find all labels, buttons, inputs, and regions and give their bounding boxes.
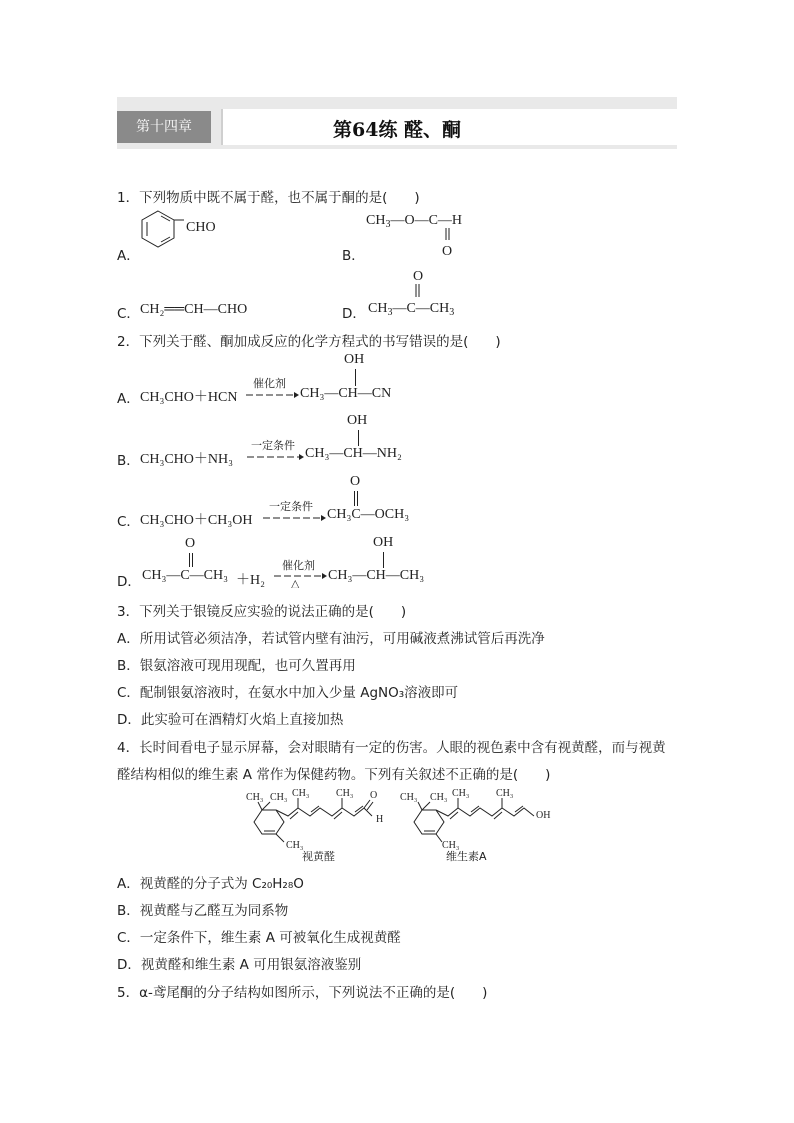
q2-b-arrow bbox=[245, 438, 305, 464]
svg-text:CH₃: CH₃ bbox=[292, 788, 310, 799]
cho-group: CHO bbox=[186, 220, 216, 235]
q2-d-plus: ＋H₂ bbox=[236, 573, 265, 588]
q1-option-c-formula: CH₂══CH—CHO bbox=[140, 302, 248, 317]
q4-option-a: A．视黄醛的分子式为 C₂₀H₂₈O bbox=[117, 876, 304, 892]
svg-text:CH₃: CH₃ bbox=[452, 788, 470, 799]
carbonyl-oxygen: O bbox=[413, 269, 424, 284]
q1-option-c-label: C． bbox=[117, 306, 140, 322]
svg-text:CH₃: CH₃ bbox=[286, 840, 304, 851]
q2-c-reactants: CH₃CHO＋CH₃OH bbox=[140, 513, 253, 528]
q2-option-d-label: D． bbox=[117, 574, 141, 590]
q2-b-reactants: CH₃CHO＋NH₃ bbox=[140, 452, 233, 467]
q2-d-bond bbox=[189, 553, 190, 567]
q2-b-bond bbox=[358, 430, 359, 446]
svg-text:CH₃: CH₃ bbox=[442, 840, 460, 851]
svg-text:CH₃: CH₃ bbox=[336, 788, 354, 799]
q2-c-product: CH₃C—OCH₃ bbox=[327, 507, 410, 522]
q4-stem-line2: 醛结构相似的维生素 A 常作为保健药物。下列有关叙述不正确的是( ) bbox=[117, 767, 551, 783]
page-title: 第64练 醛、酮 bbox=[333, 119, 462, 141]
q3-option-a: A．所用试管必须洁净，若试管内壁有油污，可用碱液煮沸试管后再洗净 bbox=[117, 631, 545, 647]
q2-b-oh: OH bbox=[347, 413, 368, 428]
q4-molecule-figure bbox=[240, 786, 560, 866]
svg-text:CH3—C—CH3: $CH_3—C—CH_3$ bbox=[368, 301, 455, 318]
q3-option-b: B．银氨溶液可现用现配，也可久置再用 bbox=[117, 658, 356, 674]
q4-option-b: B．视黄醛与乙醛互为同系物 bbox=[117, 903, 289, 919]
chapter-header bbox=[117, 97, 677, 149]
q2-option-b-label: B． bbox=[117, 453, 140, 469]
q2-c-o: O bbox=[350, 474, 361, 489]
q2-option-c-label: C． bbox=[117, 514, 140, 530]
q4-stem-line1: 4．长时间看电子显示屏幕，会对眼睛有一定的伤害。人眼的视色素中含有视黄醛，而与视黄 bbox=[117, 740, 666, 756]
svg-text:OH: OH bbox=[536, 810, 551, 821]
q3-option-d: D．此实验可在酒精灯火焰上直接加热 bbox=[117, 712, 344, 728]
q1-option-d-structure bbox=[366, 264, 486, 322]
svg-text:CH₃: CH₃ bbox=[496, 788, 514, 799]
q1-option-a-label: A． bbox=[117, 248, 140, 264]
svg-text:CH₃: CH₃ bbox=[400, 792, 418, 803]
q2-a-arrow bbox=[244, 376, 300, 402]
q2-option-a-label: A． bbox=[117, 391, 140, 407]
q2-a-bond bbox=[355, 369, 356, 386]
q2-d-arrow bbox=[272, 558, 328, 588]
q2-d-reactant: CH₃—C—CH₃ bbox=[142, 568, 228, 583]
svg-text:CH₃: CH₃ bbox=[246, 792, 264, 803]
q2-a-product: CH₃—CH—CN bbox=[300, 386, 392, 401]
q2-d-o: O bbox=[185, 536, 196, 551]
q1-option-b-label: B． bbox=[342, 248, 365, 264]
q2-a-reactants: CH₃CHO＋HCN bbox=[140, 390, 238, 405]
q2-d-bond2 bbox=[383, 552, 384, 568]
vitamin-a-structure bbox=[400, 788, 550, 863]
q2-d-product: CH₃—CH—CH₃ bbox=[328, 568, 425, 583]
q2-stem: 2．下列关于醛、酮加成反应的化学方程式的书写错误的是( ) bbox=[117, 334, 501, 350]
svg-text:维生素A: 维生素A bbox=[446, 850, 487, 863]
carbonyl-oxygen: O bbox=[442, 244, 453, 259]
svg-text:催化剂: 催化剂 bbox=[282, 559, 315, 572]
svg-text:△: △ bbox=[291, 577, 300, 588]
q4-option-c: C．一定条件下，维生素 A 可被氧化生成视黄醛 bbox=[117, 930, 401, 946]
svg-text:一定条件: 一定条件 bbox=[269, 500, 313, 513]
q2-a-oh: OH bbox=[344, 352, 365, 367]
svg-text:CH3—O—C—H: $CH_3—O—C—H$ bbox=[366, 213, 463, 230]
q3-stem: 3．下列关于银镜反应实验的说法正确的是( ) bbox=[117, 604, 407, 620]
svg-text:视黄醛: 视黄醛 bbox=[302, 850, 335, 863]
svg-text:一定条件: 一定条件 bbox=[251, 439, 295, 452]
q1-stem: 1．下列物质中既不属于醛，也不属于酮的是( ) bbox=[117, 190, 420, 206]
q2-c-arrow bbox=[261, 499, 327, 525]
svg-text:H: H bbox=[376, 814, 384, 825]
q3-option-c: C．配制银氨溶液时，在氨水中加入少量 AgNO₃溶液即可 bbox=[117, 685, 459, 701]
svg-text:催化剂: 催化剂 bbox=[253, 377, 286, 390]
q4-option-d: D．视黄醛和维生素 A 可用银氨溶液鉴别 bbox=[117, 957, 362, 973]
q2-b-product: CH₃—CH—NH₂ bbox=[305, 446, 402, 461]
retinal-structure bbox=[246, 788, 383, 863]
q1-option-d-label: D． bbox=[342, 306, 366, 322]
q2-d-bond bbox=[192, 553, 193, 567]
q2-d-oh: OH bbox=[373, 535, 394, 550]
q2-c-bond bbox=[357, 491, 358, 506]
title-box bbox=[221, 109, 677, 145]
svg-text:CH₃: CH₃ bbox=[270, 792, 288, 803]
q2-c-bond bbox=[354, 491, 355, 506]
svg-text:O: O bbox=[370, 790, 378, 801]
svg-text:CH₃: CH₃ bbox=[430, 792, 448, 803]
q1-option-a-structure bbox=[138, 207, 238, 263]
q5-stem: 5．α-鸢尾酮的分子结构如图所示，下列说法不正确的是( ) bbox=[117, 985, 488, 1001]
q1-option-b-structure bbox=[364, 206, 494, 260]
chapter-label: 第十四章 bbox=[117, 111, 211, 143]
